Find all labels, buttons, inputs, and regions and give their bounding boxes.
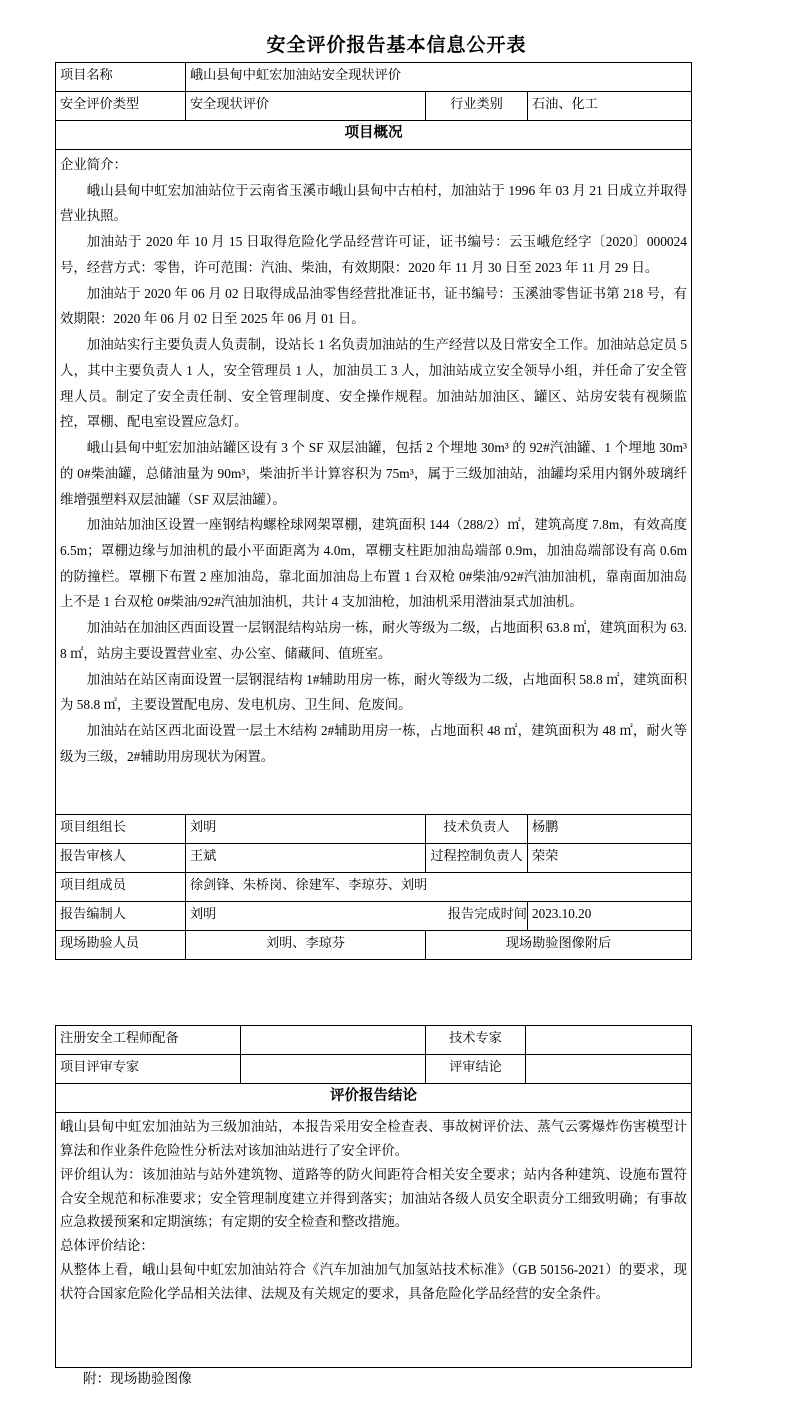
overview-paragraph: 加油站于 2020 年 10 月 15 日取得危险化学品经营许可证，证书编号：云玉峨危经字〔2020〕000024 号，经营方式：零售，许可范围：汽油、柴油，有效期限：2020 年 11 月 30 日至 2023 年 11 月 29 日。 (60, 234, 688, 275)
registered-engineer-label: 注册安全工程师配备 (56, 1026, 241, 1055)
conclusion-paragraph: 评价组认为：该加油站与站外建筑物、道路等的防火间距符合相关安全要求；站内各种建筑、设施布置符合安全规范和标准要求；安全管理制度建立并得到落实；加油站各级人员安全职责分工细致明确；有事故应急救援预案和定期演练；有定期的安全检查和整改措施。 (60, 1166, 687, 1230)
overview-paragraph: 加油站实行主要负责人负责制，设站长 1 名负责加油站的生产经营以及日常安全工作。加油站总定员 5 人，其中主要负责人 1 人，安全管理员 1 人，加油员工 3 人，加油站成立安全领导小组，并任命了安全管理人员。制定了安全责任制、安全管理制度、安全操作规程。加油站加油区、罐区、站房安装有视频监控，罩棚、配电室设置应急灯。 (60, 337, 688, 430)
conclusion-paragraph: 峨山县甸中虹宏加油站为三级加油站，本报告采用安全检查表、事故树评价法、蒸气云雾爆炸伤害模型计算法和作业条件危险性分析法对该加油站进行了安全评价。 (60, 1119, 687, 1158)
table-row (56, 63, 692, 92)
completion-time-label: 报告完成时间 (426, 901, 528, 930)
overview-paragraph: 加油站于 2020 年 06 月 02 日取得成品油零售经营批准证书，证书编号：玉溪油零售证书第 218 号，有效期限：2020 年 06 月 02 日至 2025 年 06 月 01 日。 (60, 285, 688, 327)
conclusion-paragraph: 总体评价结论： (60, 1238, 154, 1254)
assessment-type-label: 安全评价类型 (56, 92, 186, 121)
review-expert-value (241, 1055, 426, 1084)
overview-paragraph: 加油站在站区南面设置一层钢混结构 1#辅助用房一栋，耐火等级为二级，占地面积 58.8 ㎡，建筑面积为 58.8 ㎡，主要设置配电房、发电机房、卫生间、危废间。 (60, 671, 688, 713)
survey-image-note: 现场勘验图像附后 (426, 930, 692, 959)
experts-conclusion-table (55, 1025, 692, 1368)
overview-paragraph: 加油站在站区西北面设置一层土木结构 2#辅助用房一栋，占地面积 48 ㎡，建筑面积为 48 ㎡，耐火等级为三级，2#辅助用房现状为闲置。 (60, 723, 688, 764)
project-overview-body (56, 150, 692, 815)
table-row (56, 1055, 692, 1084)
table-row (56, 872, 692, 901)
attachment-note: 附：现场勘验图像 (83, 1371, 192, 1386)
project-overview-heading: 项目概况 (56, 121, 692, 150)
assessment-type-value: 安全现状评价 (186, 92, 426, 121)
conclusion-heading: 评价报告结论 (56, 1084, 692, 1113)
conclusion-body (56, 1113, 692, 1368)
table-row (56, 1026, 692, 1055)
tech-expert-value (526, 1026, 692, 1055)
report-author-label: 报告编制人 (56, 901, 186, 930)
report-reviewer-value: 王斌 (186, 843, 426, 872)
process-control-label: 过程控制负责人 (426, 843, 528, 872)
table-row (56, 1113, 692, 1368)
main-info-table (55, 62, 692, 960)
team-leader-label: 项目组组长 (56, 814, 186, 843)
tech-lead-value: 杨鹏 (528, 814, 692, 843)
table-row (56, 930, 692, 959)
team-leader-value: 刘明 (186, 814, 426, 843)
table-row (56, 901, 692, 930)
overview-paragraph: 加油站加油区设置一座钢结构螺栓球网架罩棚，建筑面积 144（288/2）㎡，建筑高度 7.8m，有效高度 6.5m；罩棚边缘与加油机的最小平面距离为 4.0m，罩棚支柱距加油岛端部 0.9m，加油岛端部设有高 0.6m 的防撞栏。罩棚下布置 2 座加油岛，靠北面加油岛上布置 1 台双枪 0#柴油/92#汽油加油机，靠南面加油岛上不是 1 台双枪 0#柴油/92#汽油加油机，共计 4 支加油枪，加油机采用潜油泵式加油机。 (60, 517, 688, 610)
review-conclusion-label: 评审结论 (426, 1055, 526, 1084)
project-name-value: 峨山县甸中虹宏加油站安全现状评价 (186, 63, 692, 92)
report-reviewer-label: 报告审核人 (56, 843, 186, 872)
completion-time-value: 2023.10.20 (528, 901, 692, 930)
table-row (56, 121, 692, 150)
survey-staff-label: 现场勘验人员 (56, 930, 186, 959)
tech-expert-label: 技术专家 (426, 1026, 526, 1055)
project-name-label: 项目名称 (56, 63, 186, 92)
table-row (56, 92, 692, 121)
review-expert-label: 项目评审专家 (56, 1055, 241, 1084)
overview-spacer (60, 770, 687, 812)
page-title: 安全评价报告基本信息公开表 (266, 35, 527, 56)
overview-paragraph: 峨山县甸中虹宏加油站罐区设有 3 个 SF 双层油罐，包括 2 个埋地 30m³ 的 92#汽油罐、1 个埋地 30m³ 的 0#柴油罐，总储油量为 90m³，柴油折半计算容积为 75m³，属于三级加油站，油罐均采用内钢外玻璃纤维增强塑料双层油罐（SF 双层油罐）。 (60, 440, 688, 507)
process-control-value: 荣荣 (528, 843, 692, 872)
survey-staff-value: 刘明、李琼芬 (186, 930, 426, 959)
tech-lead-label: 技术负责人 (426, 814, 528, 843)
conclusion-paragraph: 从整体上看，峨山县甸中虹宏加油站符合《汽车加油加气加氢站技术标准》（GB 50156-2021）的要求，现状符合国家危险化学品相关法律、法规及有关规定的要求，具备危险化学品经营的安全条件。 (60, 1262, 687, 1302)
team-members-label: 项目组成员 (56, 872, 186, 901)
table-row (56, 1084, 692, 1113)
review-conclusion-value (526, 1055, 692, 1084)
table-row (56, 814, 692, 843)
table-row (56, 843, 692, 872)
registered-engineer-value (241, 1026, 426, 1055)
team-members-value: 徐剑锋、朱桥岗、徐建军、李琼芬、刘明 (186, 872, 692, 901)
industry-category-value: 石油、化工 (528, 92, 692, 121)
company-intro-label: 企业简介： (60, 157, 127, 172)
industry-category-label: 行业类别 (426, 92, 528, 121)
overview-paragraph: 加油站在加油区西面设置一层钢混结构站房一栋，耐火等级为二级，占地面积 63.8 ㎡，建筑面积为 63.8 ㎡，站房主要设置营业室、办公室、储藏间、值班室。 (60, 620, 688, 661)
table-row (56, 150, 692, 815)
report-author-value: 刘明 (186, 901, 426, 930)
overview-paragraph: 峨山县甸中虹宏加油站位于云南省玉溪市峨山县甸中古柏村，加油站于 1996 年 03 月 21 日成立并取得营业执照。 (60, 182, 688, 224)
